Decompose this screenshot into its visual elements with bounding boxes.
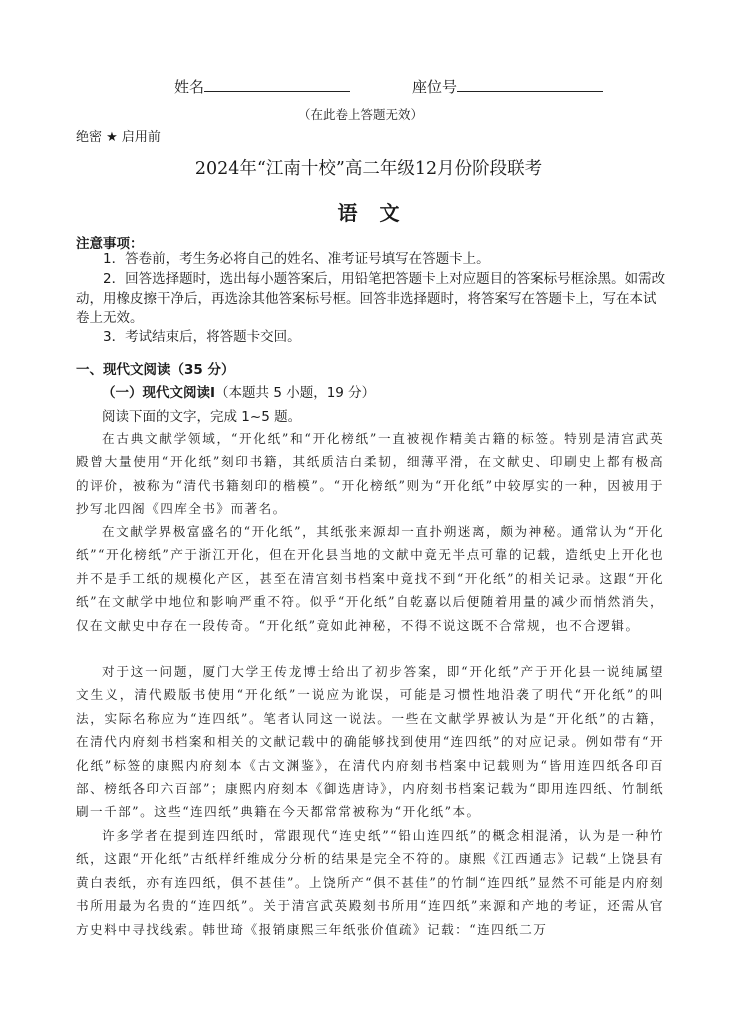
section-heading: 一、现代文阅读（35 分） <box>76 362 235 378</box>
seat-blank-line <box>457 77 603 92</box>
passage-paragraph-1: 在古典文献学领域，“开化纸”和“开化榜纸”一直被视作精美古籍的标签。特别是清宫武英殿曾大量使用“开化纸”刻印书籍，其纸质洁白柔韧，细薄平滑，在文献史、印刷史上都有极高的评价，被称为“清代书籍刻印的楷模”。“开化榜纸”则为“开化纸”中较厚实的一种，因被用于抄写北四阁《四库全书》而著名。 <box>76 431 664 517</box>
name-seat-row <box>174 76 603 97</box>
passage-paragraph-4: 许多学者在提到连四纸时，常跟现代“连史纸”“铅山连四纸”的概念相混淆，认为是一种竹纸，这跟“开化纸”古纸样纤维成分分析的结果是完全不符的。康熙《江西通志》记载“上饶县有黄白表纸，亦有连四纸，俱不甚佳”。上饶所产“俱不甚佳”的竹制“连四纸”显然不可能是内府刻书所用最为名贵的“连四纸”。关于清宫武英殿刻书所用“连四纸”来源和产地的考证，还需从官方史料中寻找线索。韩世琦《报销康熙三年纸张价值疏》记载：“连四纸二万 <box>76 828 664 937</box>
notice-item-2: 2．回答选择题时，选出每小题答案后，用铅笔把答题卡上对应题目的答案标号框涂黑。如需改动，用橡皮擦干净后，再选涂其他答案标号框。回答非选择题时，将答案写在答题卡上，写在本试卷上无效。 <box>76 271 666 326</box>
invalid-answer-note: （在此卷上答题无效） <box>298 107 424 122</box>
sub-section-title: （一）现代文阅读Ⅰ <box>102 385 216 401</box>
notice-item-1: 1．答卷前，考生务必将自己的姓名、准考证号填写在答题卡上。 <box>103 251 490 267</box>
name-label: 姓名 <box>174 78 205 96</box>
confidential-label: 绝密 ★ 启用前 <box>76 130 161 145</box>
sub-section-heading <box>102 381 375 401</box>
exam-title: 2024年“江南十校”高二年级12月份阶段联考 <box>194 159 543 179</box>
sub-section-detail: （本题共 5 小题，19 分） <box>215 385 376 401</box>
seat-label: 座位号 <box>412 78 458 96</box>
subject-title: 语文 <box>337 201 422 225</box>
notice-item-3: 3．考试结束后，将答题卡交回。 <box>103 329 301 345</box>
passage-paragraph-3: 对于这一问题，厦门大学王传龙博士给出了初步答案，即“开化纸”产于开化县一说纯属望文生义，清代殿版书使用“开化纸”一说应为讹误，可能是习惯性地沿袭了明代“开化纸”的叫法，实际名称应为“连四纸”。笔者认同这一说法。一些在文献学界被认为是“开化纸”的古籍，在清代内府刻书档案和相关的文献记载中的确能够找到使用“连四纸”的对应记录。例如带有“开化纸”标签的康熙内府刻本《古文渊鉴》，在清代内府刻书档案中记载则为“皆用连四纸各印百部、榜纸各印六百部”；康熙内府刻本《御选唐诗》，内府刻书档案记载为“即用连四纸、竹制纸刷一千部”。这些“连四纸”典籍在今天都常常被称为“开化纸”本。 <box>76 664 664 820</box>
reading-instruction: 阅读下面的文字，完成 1~5 题。 <box>102 409 302 425</box>
passage-paragraph-2: 在文献学界极富盛名的“开化纸”，其纸张来源却一直扑朔迷离，颇为神秘。通常认为“开化纸”“开化榜纸”产于浙江开化，但在开化县当地的文献中竟无半点可靠的记载，造纸史上开化也并不是手工纸的规模化产区，甚至在清宫刻书档案中竟找不到“开化纸”的相关记录。这跟“开化纸”在文献学中地位和影响严重不符。似乎“开化纸”自乾嘉以后便随着用量的减少而悄然消失，仅在文献史中存在一段传奇。“开化纸”竟如此神秘，不得不说这既不合常规，也不合逻辑。 <box>76 524 664 633</box>
name-blank-line <box>204 77 350 92</box>
notice-heading: 注意事项： <box>76 236 144 252</box>
